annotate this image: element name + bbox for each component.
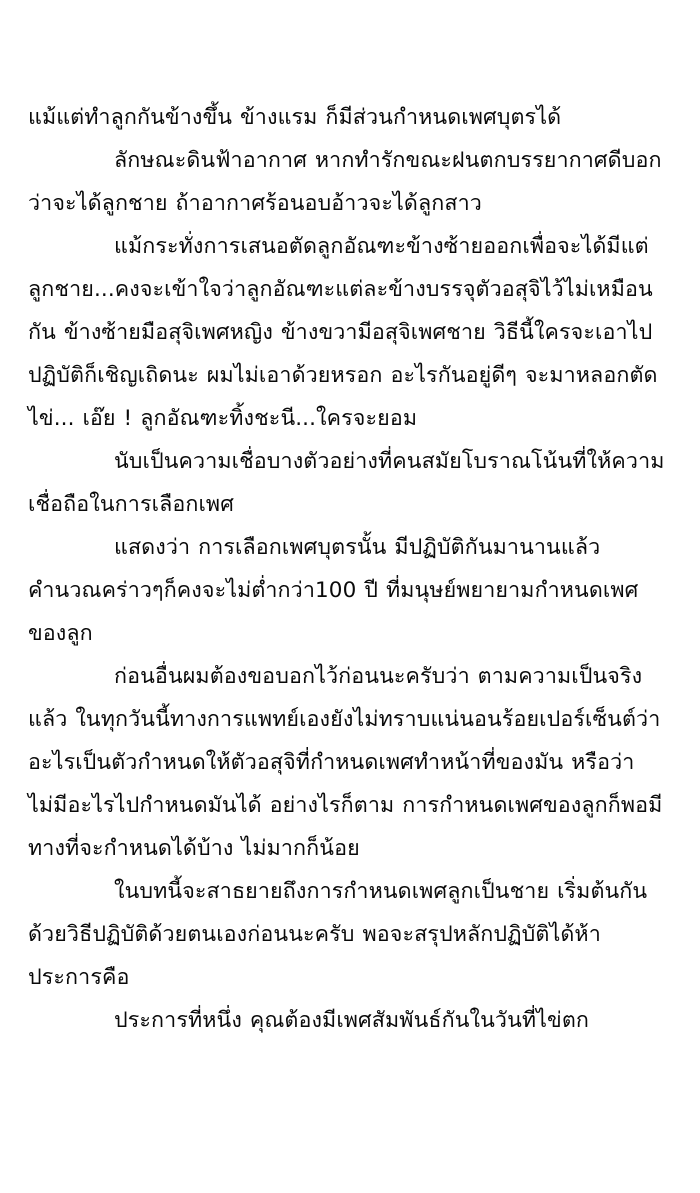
paragraph-3: แม้กระทั่งการเสนอตัดลูกอัณฑะข้างซ้ายออกเพื่อจะได้มีแต่ลูกชาย...คงจะเข้าใจว่าลูกอัณฑะแต่ละข้างบรรจุตัวอสุจิไว้ไม่เหมือนกัน ข้างซ้ายมือสุจิเพศหญิง ข้างขวามีอสุจิเพศชาย วิธีนี้ใครจะเอาไปปฏิบัติก็เชิญเถิดนะ ผมไม่เอาด้วยหรอก อะไรกันอยู่ดีๆ จะมาหลอกตัดไข่... เอ๊ย ! ลูกอัณฑะทิ้งชะนี...ใครจะยอม [28, 234, 658, 431]
paragraph-4: นับเป็นความเชื่อบางตัวอย่างที่คนสมัยโบราณโน้นที่ให้ความเชื่อถือในการเลือกเพศ [28, 449, 665, 517]
paragraph-2: ลักษณะดินฟ้าอากาศ หากทำรักขณะฝนตกบรรยากาศดีบอกว่าจะได้ลูกชาย ถ้าอากาศร้อนอบอ้าวจะได้ลูกสาว [28, 148, 662, 216]
paragraph-8: ประการที่หนึ่ง คุณต้องมีเพศสัมพันธ์กันในวันที่ไข่ตก [114, 1008, 590, 1033]
paragraph-5: แสดงว่า การเลือกเพศบุตรนั้น มีปฏิบัติกันมานานแล้ว คำนวณคร่าวๆก็คงจะไม่ต่ำกว่า100 ปี ที่มนุษย์พยายามกำหนดเพศของลูก [28, 535, 639, 646]
paragraph-6: ก่อนอื่นผมต้องขอบอกไว้ก่อนนะครับว่า ตามความเป็นจริงแล้ว ในทุกวันนี้ทางการแพทย์เองยังไม่ทราบแน่นอนร้อยเปอร์เซ็นต์ว่า อะไรเป็นตัวกำหนดให้ตัวอสุจิที่กำหนดเพศทำหน้าที่ของมัน หรือว่าไม่มีอะไรไปกำหนดมันได้ อย่างไรก็ตาม การกำหนดเพศของลูกก็พอมีทางที่จะกำหนดได้บ้าง ไม่มากก็น้อย [28, 664, 663, 861]
paragraph-7: ในบทนี้จะสาธยายถึงการกำหนดเพศลูกเป็นชาย เริ่มต้นกันด้วยวิธีปฏิบัติด้วยตนเองก่อนนะครับ พอจะสรุปหลักปฏิบัติได้ห้าประการคือ [28, 879, 648, 990]
document-body [28, 96, 670, 1042]
paragraph-1: แม้แต่ทำลูกกันข้างขึ้น ข้างแรม ก็มีส่วนกำหนดเพศบุตรได้ [28, 105, 562, 130]
